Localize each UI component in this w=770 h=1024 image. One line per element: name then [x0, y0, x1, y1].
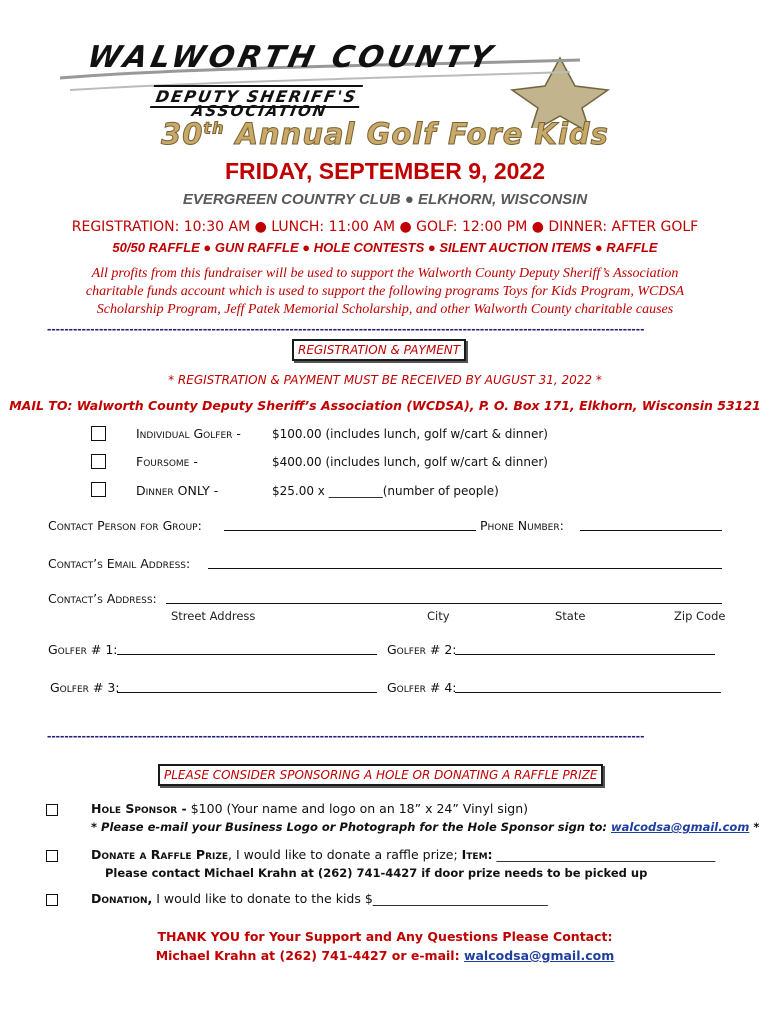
- raffle-prize-note: Please contact Michael Krahn at (262) 741-4427 if door prize needs to be picked up: [105, 866, 648, 880]
- hole-sponsor-text: $100 (Your name and logo on an 18” x 24” Vinyl sign): [186, 801, 529, 816]
- dinner-only-price: $25.00 x _________(number of people): [272, 484, 499, 498]
- registration-deadline: * REGISTRATION & PAYMENT MUST BE RECEIVED BY AUGUST 31, 2022 *: [168, 373, 602, 387]
- foursome-checkbox[interactable]: [91, 454, 106, 469]
- logo-sub-text-1: DEPUTY SHERIFF'S: [150, 85, 363, 108]
- golfer-2-label: Golfer # 2:: [387, 642, 457, 657]
- golfer-3-label: Golfer # 3:: [50, 680, 120, 695]
- event-activities: 50/50 RAFFLE ● GUN RAFFLE ● HOLE CONTESTS ● SILENT AUCTION ITEMS ● RAFFLE: [112, 240, 658, 255]
- raffle-item-label: Item:: [461, 847, 493, 862]
- state-caption: State: [555, 609, 586, 623]
- golfer-2-field[interactable]: [455, 641, 715, 655]
- profits-statement: [40, 265, 730, 319]
- zip-code-caption: Zip Code: [674, 609, 726, 623]
- logo-main-text: WALWORTH COUNTY: [84, 40, 500, 75]
- contact-info-text: Michael Krahn at (262) 741-4427 or e-mail:: [155, 948, 464, 963]
- foursome-price: $400.00 (includes lunch, golf w/cart & dinner): [272, 455, 548, 469]
- hole-sponsor-checkbox[interactable]: [46, 804, 58, 816]
- mail-to-address: MAIL TO: Walworth County Deputy Sheriff’s Association (WCDSA), P. O. Box 171, Elkhorn, Wisconsin 53121: [9, 398, 761, 413]
- profits-line-1: All profits from this fundraiser will be used to support the Walworth County Deputy Sheriff’s Association: [91, 266, 679, 281]
- individual-golfer-checkbox[interactable]: [91, 426, 106, 441]
- raffle-prize-label: [91, 847, 715, 862]
- hole-sponsor-note: [91, 820, 759, 834]
- donation-title: Donation,: [91, 891, 153, 906]
- contact-person-field[interactable]: [224, 517, 476, 531]
- event-number: 30: [161, 117, 204, 151]
- golfer-1-field[interactable]: [117, 641, 377, 655]
- hole-sponsor-email-link[interactable]: walcodsa@gmail.com: [611, 820, 750, 834]
- sponsor-banner: PLEASE CONSIDER SPONSORING A HOLE OR DONATING A RAFFLE PRIZE: [158, 764, 603, 786]
- contact-email-label: Contact’s Email Address:: [48, 556, 191, 571]
- profits-line-3: Scholarship Program, Jeff Patek Memorial Scholarship, and other Walworth County charitable causes: [96, 302, 674, 317]
- phone-number-label: Phone Number:: [480, 518, 564, 533]
- contact-address-field[interactable]: [166, 590, 722, 604]
- raffle-prize-text: , I would like to donate a raffle prize;: [228, 847, 462, 862]
- contact-address-label: Contact’s Address:: [48, 591, 157, 606]
- profits-line-2: charitable funds account which is used to support the following programs Toys for Kids Program, WCDSA: [85, 284, 685, 299]
- event-title: [0, 117, 770, 151]
- event-venue: EVERGREEN COUNTRY CLUB ● ELKHORN, WISCONSIN: [182, 191, 588, 208]
- hole-sponsor-title: Hole Sponsor -: [91, 801, 187, 816]
- dinner-only-label: Dinner ONLY -: [136, 483, 219, 498]
- hole-sponsor-note-text: * Please e-mail your Business Logo or Photograph for the Hole Sponsor sign to:: [91, 820, 611, 834]
- event-schedule: REGISTRATION: 10:30 AM ● LUNCH: 11:00 AM ● GOLF: 12:00 PM ● DINNER: AFTER GOLF: [71, 219, 699, 235]
- donation-checkbox[interactable]: [46, 894, 58, 906]
- foursome-label: Foursome -: [136, 454, 198, 469]
- golfer-4-field[interactable]: [455, 679, 721, 693]
- divider-bottom: ------------------------------------------------------------------------------------------------------------------------------------------: [47, 728, 645, 743]
- city-caption: City: [427, 609, 450, 623]
- contact-info: [0, 948, 770, 963]
- event-date: FRIDAY, SEPTEMBER 9, 2022: [225, 158, 545, 184]
- golfer-4-label: Golfer # 4:: [387, 680, 457, 695]
- donation-text: I would like to donate to the kids $____________________________: [152, 891, 548, 906]
- individual-golfer-label: Individual Golfer -: [136, 426, 241, 441]
- contact-email-link[interactable]: walcodsa@gmail.com: [463, 948, 615, 963]
- logo-sub-text-2: ASSOCIATION: [190, 102, 329, 120]
- raffle-prize-checkbox[interactable]: [46, 850, 58, 862]
- hole-sponsor-label: [91, 801, 528, 816]
- dinner-only-checkbox[interactable]: [91, 482, 106, 497]
- golfer-1-label: Golfer # 1:: [48, 642, 118, 657]
- thank-you-message: THANK YOU for Your Support and Any Questions Please Contact:: [157, 929, 613, 944]
- individual-golfer-price: $100.00 (includes lunch, golf w/cart & dinner): [272, 427, 548, 441]
- golfer-3-field[interactable]: [117, 679, 377, 693]
- contact-person-label: Contact Person for Group:: [48, 518, 202, 533]
- contact-email-field[interactable]: [208, 555, 722, 569]
- raffle-prize-title: Donate a Raffle Prize: [91, 847, 229, 862]
- street-address-caption: Street Address: [171, 609, 256, 623]
- registration-banner: REGISTRATION & PAYMENT: [292, 339, 466, 361]
- divider-top: ------------------------------------------------------------------------------------------------------------------------------------------: [47, 321, 645, 336]
- event-title-text: Annual Golf Fore Kids: [235, 117, 609, 151]
- donation-label: [91, 891, 548, 906]
- event-suffix: th: [203, 118, 225, 138]
- raffle-item-field[interactable]: ___________________________________: [492, 847, 716, 862]
- phone-number-field[interactable]: [580, 517, 722, 531]
- hole-sponsor-note-end: *: [749, 820, 760, 834]
